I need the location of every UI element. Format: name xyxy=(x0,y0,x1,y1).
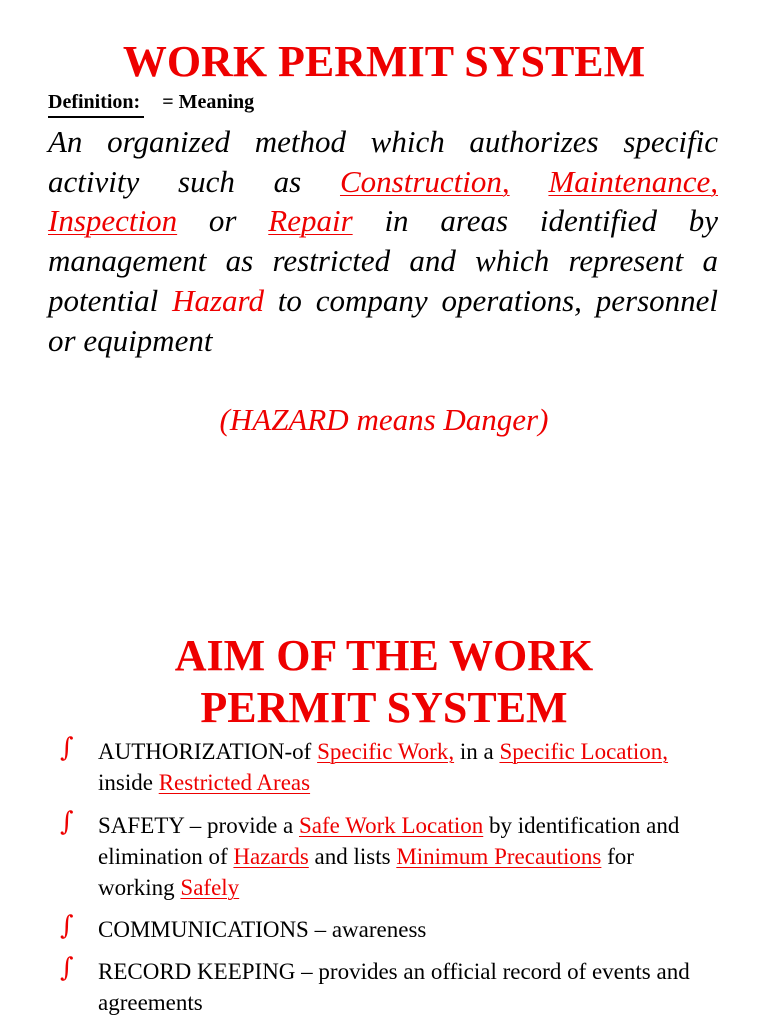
aim-title xyxy=(0,630,768,734)
definition-text xyxy=(48,122,718,360)
term-maintenance: Maintenance, xyxy=(548,163,719,199)
aim-item-text: COMMUNICATIONS – awareness xyxy=(98,917,427,942)
item-text-part: inside xyxy=(98,770,159,795)
bullet-icon: ∫ xyxy=(60,733,74,763)
term-minimum-precautions: Minimum Precautions xyxy=(396,844,602,869)
term-safe-work-location: Safe Work Location xyxy=(299,813,484,838)
item-text-part: in a xyxy=(454,739,500,764)
definition-label: Definition: xyxy=(48,88,144,118)
term-hazard: Hazard xyxy=(172,282,264,318)
item-text-part: AUTHORIZATION-of xyxy=(98,739,318,764)
term-hazards: Hazards xyxy=(233,844,309,869)
term-specific-location: Specific Location, xyxy=(499,739,669,764)
definition-text-part: in areas identified by management as restricted and which represent a potential xyxy=(48,203,718,318)
item-text-part: for working xyxy=(98,844,634,900)
term-restricted-areas: Restricted Areas xyxy=(158,770,311,795)
aim-item-text xyxy=(98,810,698,903)
term-inspection: Inspection xyxy=(48,203,178,239)
item-text-part: SAFETY – provide a xyxy=(98,813,300,838)
aim-title-line: PERMIT SYSTEM xyxy=(200,683,568,732)
bullet-icon: ∫ xyxy=(60,953,74,983)
definition-text-part: to company operations, personnel or equipment xyxy=(48,282,719,358)
bullet-icon: ∫ xyxy=(60,911,74,941)
item-text-part: and lists xyxy=(308,844,397,869)
definition-text-part: or xyxy=(177,203,269,239)
term-safely: Safely xyxy=(180,875,240,900)
definition-line xyxy=(48,88,254,118)
definition-equals: = Meaning xyxy=(162,91,255,113)
term-repair: Repair xyxy=(268,203,353,239)
aim-title-line: AIM OF THE WORK xyxy=(174,631,594,680)
aim-item-text xyxy=(98,736,698,798)
term-construction: Construction, xyxy=(339,163,510,199)
page-title: WORK PERMIT SYSTEM xyxy=(122,37,646,86)
hazard-note: (HAZARD means Danger) xyxy=(219,402,549,437)
aim-item-text: RECORD KEEPING – provides an official record of events and agreements xyxy=(98,959,690,1015)
item-text-part: by identification and elimination of xyxy=(98,813,680,869)
bullet-icon: ∫ xyxy=(60,807,74,837)
definition-text-part: An organized method which authorizes specific activity such as xyxy=(48,124,718,199)
term-specific-work: Specific Work, xyxy=(317,739,455,764)
